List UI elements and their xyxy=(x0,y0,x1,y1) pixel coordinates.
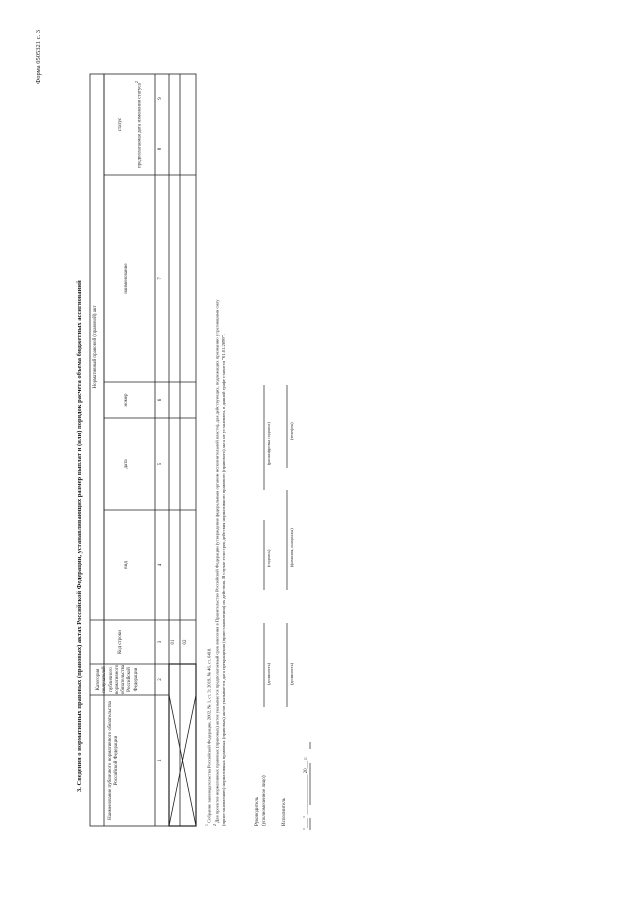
col-number-6: 6 xyxy=(158,398,163,402)
header-date: дата xyxy=(124,459,129,469)
col-number-9: 9 xyxy=(158,97,163,100)
col-number-5: 5 xyxy=(158,462,163,466)
footnote-2-mark: 2 xyxy=(213,824,217,826)
head-label-1: Руководитель xyxy=(255,796,260,826)
header-status: статус xyxy=(118,117,123,132)
col-number-2: 2 xyxy=(158,678,163,681)
header-category: Категория получателей публичного нормативного обязательства Российской Федерации xyxy=(96,664,139,695)
decoding-caption: (расшифровка подписи) xyxy=(266,422,271,465)
header-type: вид xyxy=(124,561,129,569)
col-number-7: 7 xyxy=(158,277,163,280)
executor-label: Исполнитель xyxy=(282,798,287,826)
col-number-4: 4 xyxy=(158,563,163,567)
footnote-1-text: Собрание законодательства Российской Федерации, 2002, № 1, ст. 3; 2019, № 46, ст. 6418. xyxy=(206,647,212,823)
footnote-1-mark: 1 xyxy=(205,824,209,826)
footnote-2-text-1: Для проектов нормативных правовых (правовых) актов указывается предполагаемый срок внесения в Правительство Российской Федерации (утверждения федеральным органом исполнительной власти), для действующих, подлежащих признанию утратившими силу xyxy=(214,299,220,823)
footnote-2-line-2: (приостановлению) нормативных правовых (правовых) актов указывается дата прекращения (приостановления) их действия. В случае если срок действия нормативного правового (правового) акта не установлен, в данной графе ставится "01.01.2099". xyxy=(221,334,226,826)
date-line: "____" ________________ 20___ г. xyxy=(304,756,309,830)
row-code-01: 01 xyxy=(171,639,176,645)
signature-caption: (подпись) xyxy=(266,549,271,567)
col-number-3: 3 xyxy=(158,640,163,644)
header-title: наименование xyxy=(124,263,129,294)
col-number-8: 8 xyxy=(158,147,163,151)
position-caption-1: (должность) xyxy=(266,663,271,685)
header-end-date-mark: 2 xyxy=(134,81,139,84)
position-caption-2: (должность) xyxy=(289,663,294,685)
phone-caption: (телефон) xyxy=(289,422,294,440)
header-row-code: Код строки xyxy=(118,630,123,654)
row-code-02: 02 xyxy=(183,639,188,645)
header-name: Наименование публичного нормативного обязательства Российской Федерации xyxy=(108,701,120,820)
header-number: номер xyxy=(124,393,129,407)
col-number-1: 1 xyxy=(158,759,163,762)
section-title: 3. Сведения о нормативных правовых (правовых) актах Российской Федерации, устанавливающих размер выплат и (или) порядок расчета объема бюджетных ассигнований xyxy=(76,280,83,792)
form-code: Форма 0505321 с. 3 xyxy=(35,30,42,84)
head-label-2: (уполномоченное лицо) xyxy=(262,775,267,826)
header-end-date-text: предполагаемая дата изменения статуса xyxy=(137,83,143,168)
fio-caption: (фамилия, инициалы) xyxy=(289,528,294,567)
header-act-group: Нормативный правовой (правовой) акт xyxy=(93,305,98,389)
